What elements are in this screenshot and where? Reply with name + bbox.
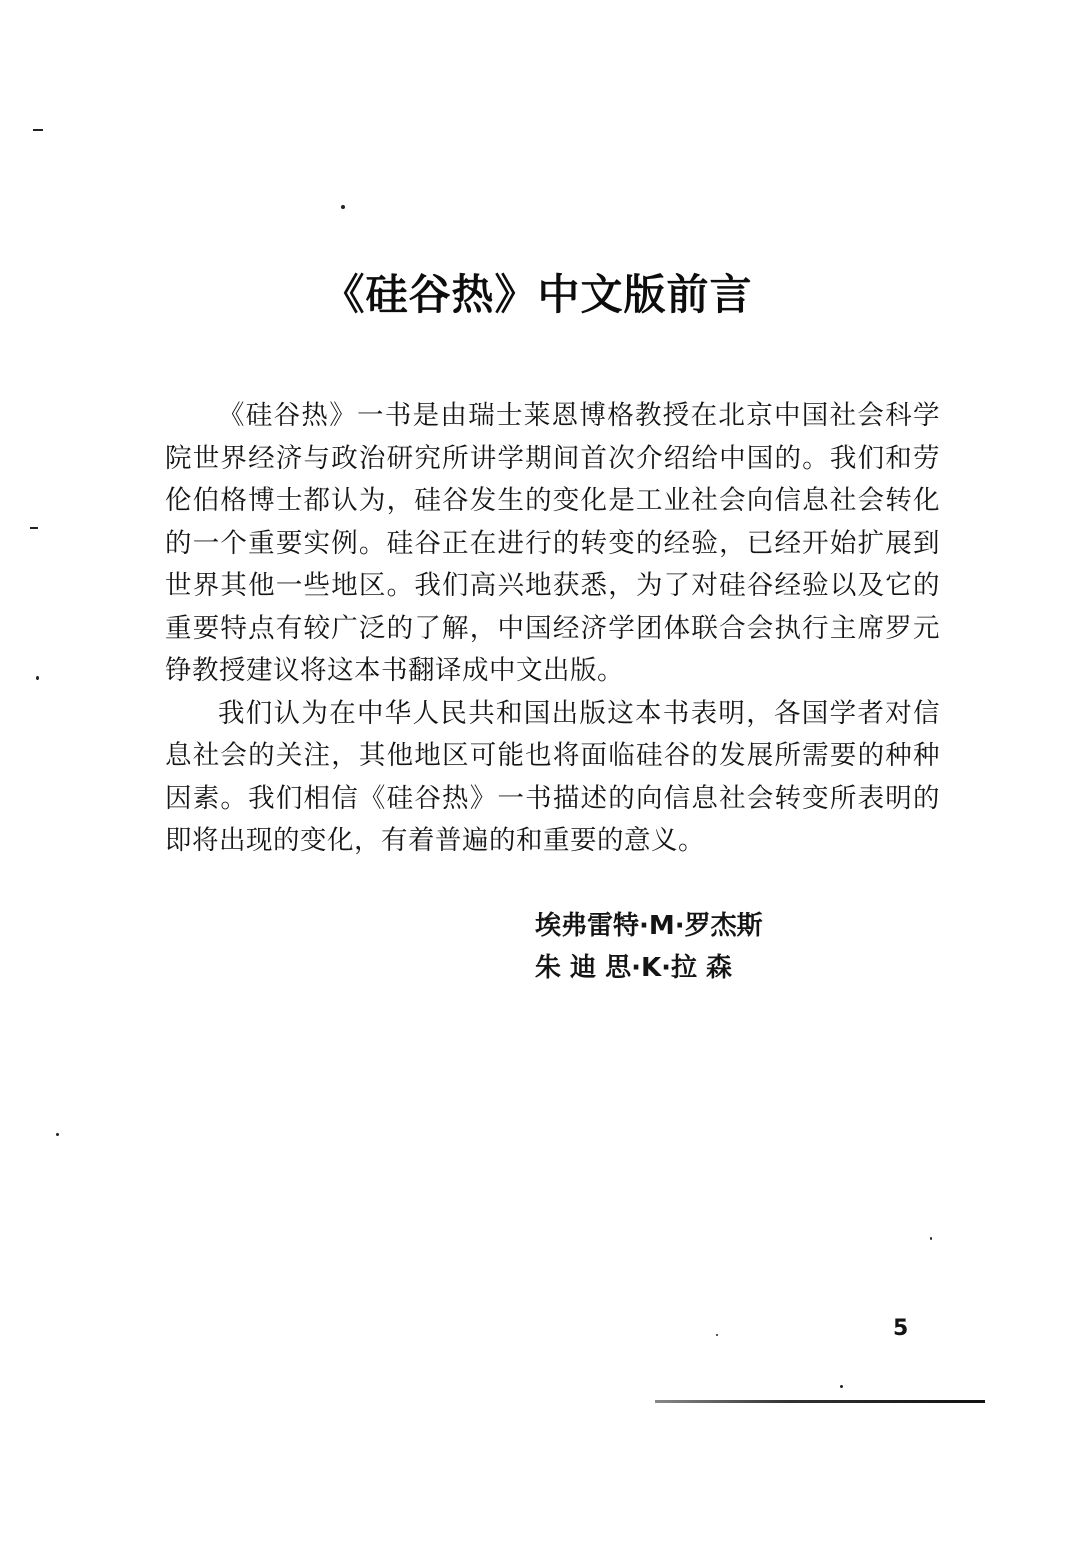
scan-speck xyxy=(33,129,43,131)
signature-2: 朱 迪 思·K·拉 森 xyxy=(535,953,733,983)
paragraph-2: 我们认为在中华人民共和国出版这本书表明，各国学者对信息社会的关注，其他地区可能也将面临硅谷的发展所需要的种种因素。我们相信《硅谷热》一书描述的向信息社会转变所表明的即将出现的变化，有着普遍的和重要的意义。 xyxy=(165,697,940,856)
scan-speck xyxy=(30,527,38,529)
scan-speck xyxy=(56,1133,59,1136)
signature-block xyxy=(535,905,835,989)
body-text xyxy=(165,395,940,863)
page-number: 5 xyxy=(893,1316,909,1341)
scan-speck xyxy=(341,205,345,209)
scan-speck xyxy=(840,1385,843,1388)
paragraph-1: 《硅谷热》一书是由瑞士莱恩博格教授在北京中国社会科学院世界经济与政治研究所讲学期间首次介绍给中国的。我们和劳伦伯格博士都认为，硅谷发生的变化是工业社会向信息社会转化的一个重要实例。硅谷正在进行的转变的经验，已经开始扩展到世界其他一些地区。我们高兴地获悉，为了对硅谷经验以及它的重要特点有较广泛的了解，中国经济学团体联合会执行主席罗元铮教授建议将这本书翻译成中文出版。 xyxy=(165,400,940,686)
scan-speck xyxy=(36,676,39,680)
scan-speck xyxy=(716,1334,718,1336)
signature-1: 埃弗雷特·M·罗杰斯 xyxy=(535,911,763,941)
footer-rule xyxy=(655,1400,985,1403)
scan-speck xyxy=(930,1237,932,1240)
page-title: 《硅谷热》中文版前言 xyxy=(322,270,753,319)
